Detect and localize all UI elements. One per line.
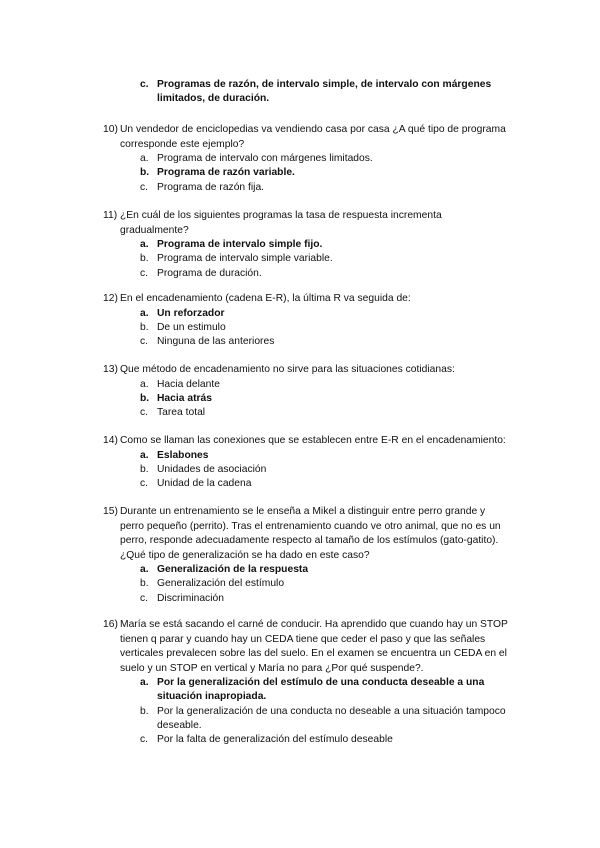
option-list <box>103 676 523 747</box>
question-text: Como se llaman las conexiones que se establecen entre E-R en el encadenamiento: <box>120 435 506 446</box>
question-line: tienen q parar y cuando hay un CEDA tiene que ceder el paso y que las señales <box>120 633 486 645</box>
question-text: Un vendedor de enciclopedias va vendiendo casa por casa ¿A qué tipo de programa <box>120 124 506 135</box>
option-letter: a. <box>140 449 149 461</box>
option-text: Unidades de asociación <box>157 463 267 475</box>
option-c <box>103 181 523 195</box>
question-line <box>103 505 523 520</box>
option-text: Programa de intervalo con márgenes limitados. <box>157 153 373 164</box>
intro-option <box>103 78 523 107</box>
option-letter: a. <box>140 378 149 390</box>
question-line <box>103 209 523 224</box>
option-b <box>103 166 523 180</box>
option-letter: b. <box>140 321 149 333</box>
option-letter: c. <box>140 734 149 746</box>
option-b <box>103 321 523 335</box>
question-line: suelo y un STOP en vertical y María no para ¿Por qué suspende?. <box>120 662 424 674</box>
question-number: 16) <box>103 619 118 630</box>
option-text: Por la generalización de una conducta no deseable a una situación tampoco deseable. <box>157 705 506 731</box>
question-line <box>103 434 523 449</box>
option-text: Unidad de la cadena <box>157 478 252 490</box>
question-number: 10) <box>103 124 118 135</box>
option-text: Programa de razón fija. <box>157 181 265 193</box>
option-text: Generalización del estímulo <box>157 578 285 590</box>
option-list <box>103 449 523 492</box>
option-letter: b. <box>140 167 150 179</box>
question-number: 11) <box>103 210 118 221</box>
option-letter: b. <box>140 392 150 404</box>
question-10 <box>103 123 523 195</box>
option-text: Hacia delante <box>157 378 220 390</box>
option-a <box>103 563 523 577</box>
option-letter: b. <box>140 578 149 590</box>
option-text: Eslabones <box>157 449 209 461</box>
option-text: Por la generalización del estímulo de una conducta deseable a una situación inapropiada. <box>157 677 485 703</box>
option-text: De un estimulo <box>157 321 226 333</box>
question-number: 14) <box>103 435 118 446</box>
option-letter: c. <box>140 79 149 90</box>
question-line: gradualmente? <box>120 224 189 236</box>
question-text: Que método de encadenamiento no sirve para las situaciones cotidianas: <box>120 364 455 375</box>
question-number: 15) <box>103 506 118 517</box>
option-c <box>103 78 523 107</box>
option-letter: c. <box>140 267 149 279</box>
question-text: En el encadenamiento (cadena E-R), la última R va seguida de: <box>120 293 411 304</box>
question-11 <box>103 209 523 281</box>
option-list <box>103 378 523 421</box>
option-a <box>103 378 523 392</box>
option-text: Programa de duración. <box>157 267 262 279</box>
option-c <box>103 477 523 491</box>
option-letter: b. <box>140 253 149 265</box>
option-text: Ninguna de las anteriores <box>157 336 275 348</box>
option-letter: a. <box>140 677 149 688</box>
option-text: Hacia atrás <box>157 392 212 404</box>
option-text: Por la falta de generalización del estímulo deseable <box>157 734 393 746</box>
option-list <box>103 307 523 350</box>
question-line: corresponde este ejemplo? <box>120 138 245 150</box>
option-b <box>103 577 523 591</box>
question-14 <box>103 434 523 491</box>
question-line: verticales prevalecen sobre las del suelo. En el examen se encuentra un CEDA en el <box>120 648 507 659</box>
option-b <box>103 392 523 406</box>
option-a <box>103 307 523 321</box>
option-a <box>103 676 523 705</box>
question-line: perro pequeño (perrito). Tras el entrenamiento cuando ve otro animal, que no es un <box>120 520 501 532</box>
option-b <box>103 252 523 266</box>
question-line: perro, responde adecuadamente respecto al tamaño de los estímulos (gato-gatito). <box>120 535 499 546</box>
question-line <box>103 363 523 378</box>
option-c <box>103 592 523 606</box>
option-text: Programa de intervalo simple fijo. <box>157 239 323 250</box>
option-list <box>103 152 523 195</box>
option-letter: b. <box>140 705 149 717</box>
option-letter: a. <box>140 153 149 164</box>
question-line: ¿Qué tipo de generalización se ha dado en este caso? <box>120 549 370 561</box>
option-c <box>103 335 523 349</box>
option-letter: c. <box>140 181 149 193</box>
option-letter: b. <box>140 463 149 475</box>
question-16 <box>103 618 523 747</box>
option-list <box>103 238 523 281</box>
option-list <box>103 563 523 606</box>
option-letter: a. <box>140 307 149 319</box>
option-letter: a. <box>140 564 149 575</box>
question-text: ¿En cuál de los siguientes programas la tasa de respuesta incrementa <box>120 210 442 221</box>
option-text: Generalización de la respuesta <box>157 564 309 575</box>
option-b <box>103 463 523 477</box>
option-text: Un reforzador <box>157 307 225 319</box>
option-a <box>103 152 523 166</box>
option-c <box>103 406 523 420</box>
option-text-line2: limitados, de duración. <box>157 93 270 105</box>
option-a <box>103 449 523 463</box>
question-line <box>103 123 523 138</box>
option-c <box>103 267 523 281</box>
question-text: María se está sacando el carné de conducir. Ha aprendido que cuando hay un STOP <box>120 619 508 630</box>
question-15 <box>103 505 523 606</box>
question-number: 13) <box>103 364 118 375</box>
option-letter: a. <box>140 239 149 250</box>
option-text-line1: Programas de razón, de intervalo simple, de intervalo con márgenes <box>157 79 492 90</box>
question-number: 12) <box>103 293 118 304</box>
option-c <box>103 733 523 747</box>
question-line <box>103 618 523 633</box>
option-letter: c. <box>140 478 149 490</box>
option-text: Programa de intervalo simple variable. <box>157 253 333 265</box>
option-letter: c. <box>140 336 149 348</box>
option-letter: c. <box>140 592 149 604</box>
question-12 <box>103 292 523 349</box>
question-line <box>103 292 523 307</box>
option-text: Discriminación <box>157 592 224 604</box>
question-13 <box>103 363 523 420</box>
question-text: Durante un entrenamiento se le enseña a Mikel a distinguir entre perro grande y <box>120 506 486 517</box>
option-text: Tarea total <box>157 407 206 419</box>
option-letter: c. <box>140 407 149 419</box>
option-b <box>103 705 523 734</box>
option-text: Programa de razón variable. <box>157 167 295 179</box>
option-a <box>103 238 523 252</box>
